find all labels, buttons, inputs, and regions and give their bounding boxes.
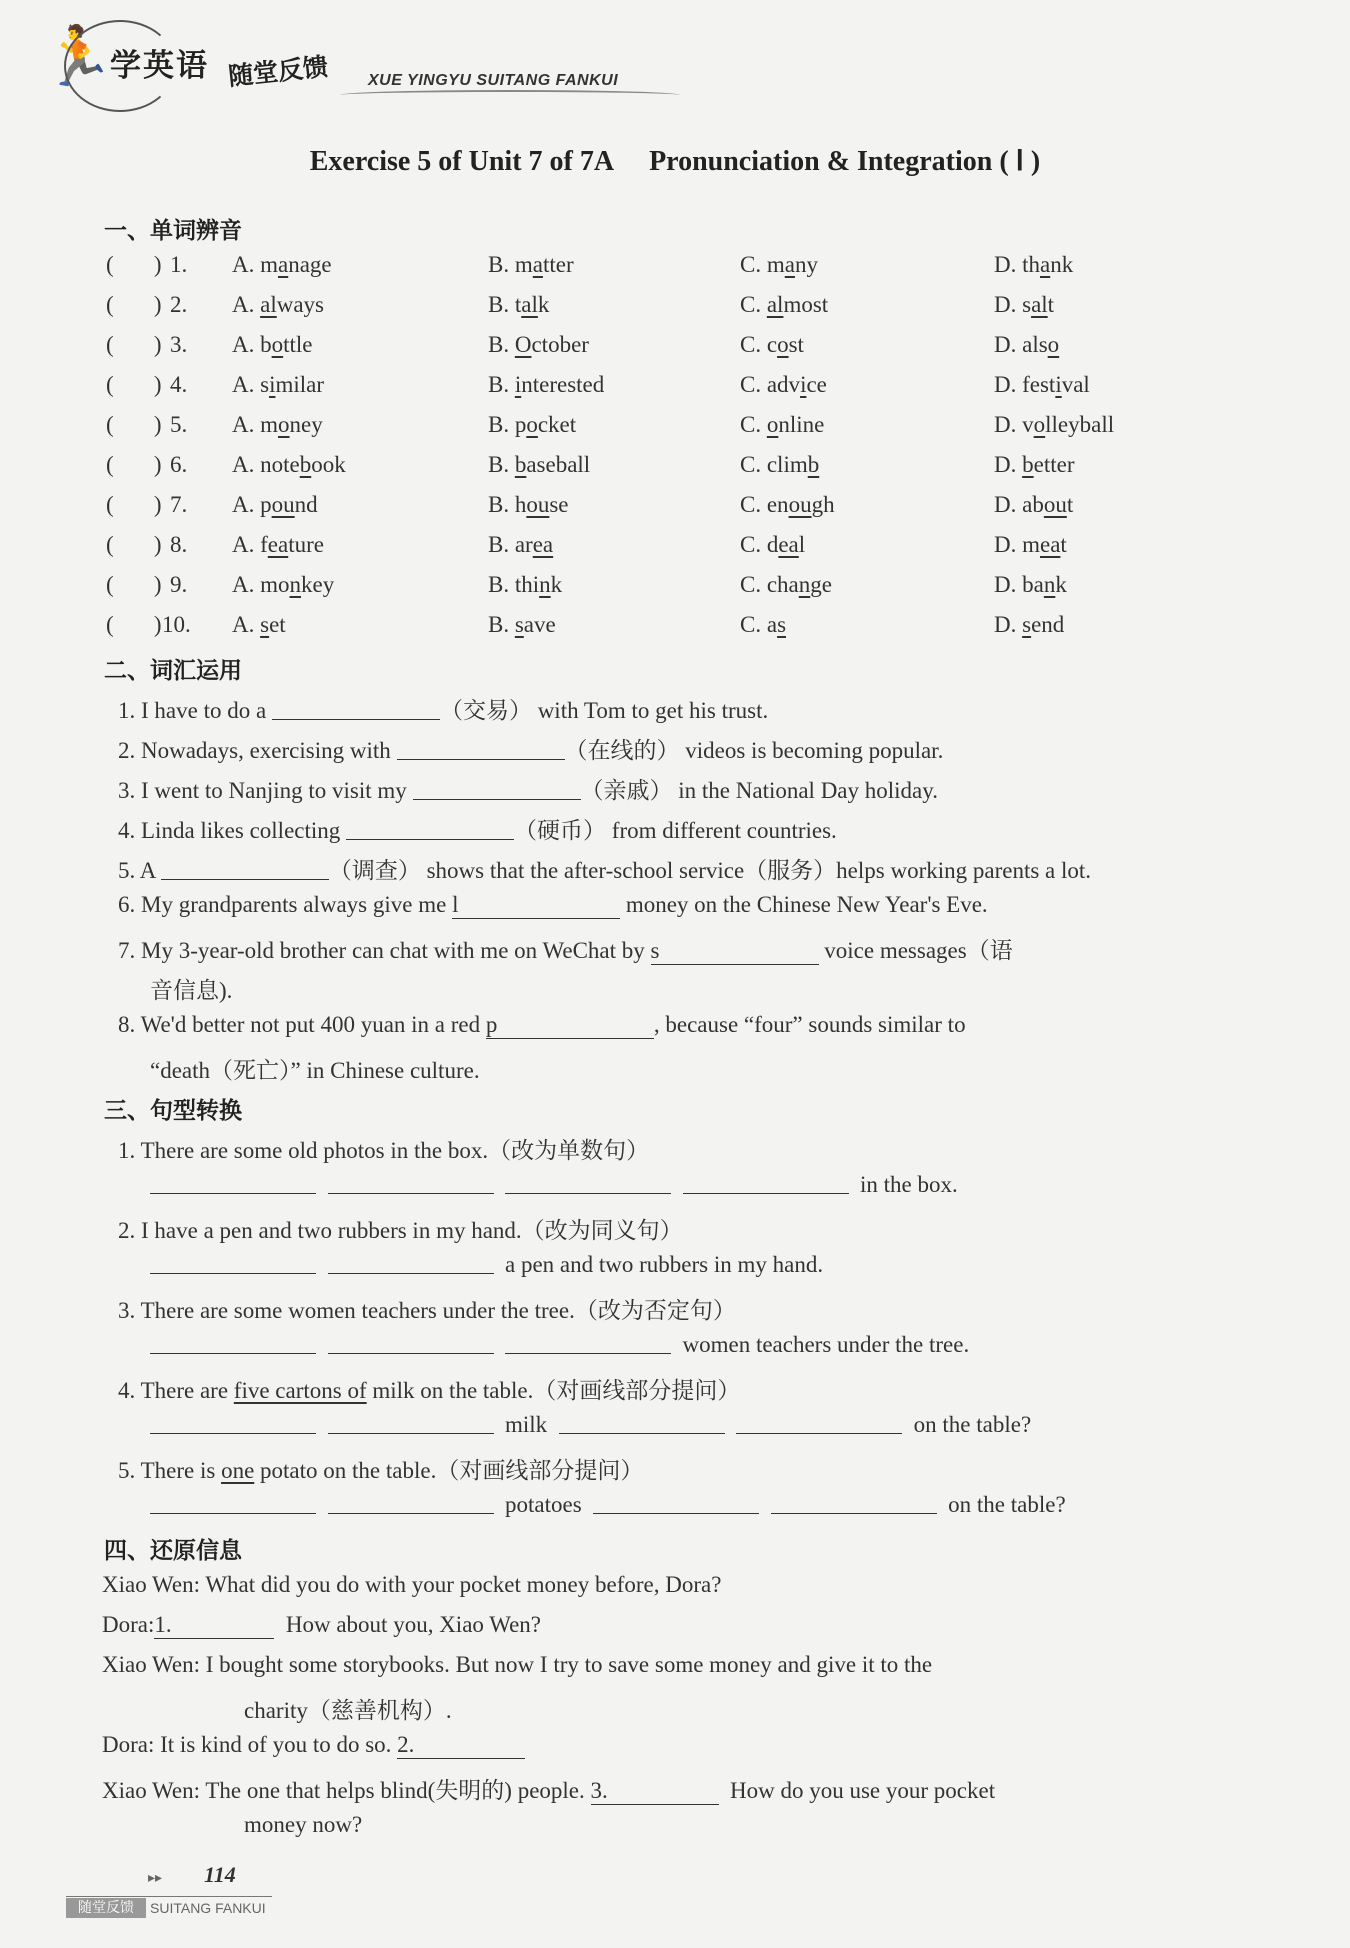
option-c: C. cost [740,332,804,357]
underlined-letters: a [784,252,795,277]
transform-question: 2. I have a pen and two rubbers in my hand.（改为同义句） [118,1218,683,1243]
answer-blank[interactable] [397,739,565,760]
underlined-letters: n [1043,572,1056,597]
underlined-letters: ea [778,532,799,557]
speaker: Xiao Wen: [102,1778,201,1803]
dialogue-line: Dora: It is kind of you to do so. 2. [102,1732,525,1759]
underlined-part: one [221,1458,255,1483]
question-number: 3. [170,332,188,357]
item-number: 5. [118,1458,141,1483]
underlined-letters: n [289,572,301,597]
answer-parentheses[interactable]: ( ) [106,412,162,437]
dialogue-line: Xiao Wen: I bought some storybooks. But now I try to save some money and give it to the [102,1652,933,1677]
answer-line [150,1332,969,1358]
section4-heading: 四、还原信息 [104,1538,242,1564]
first-letter-blank[interactable]: l [452,892,620,919]
title-right: Pronunciation & Integration ( Ⅰ ) [649,146,1041,177]
item-number: 4. [118,1378,141,1403]
item-number: 3. [118,1298,141,1323]
speaker: Xiao Wen: [102,1572,201,1597]
chinese-hint: （调查） [328,858,421,883]
option-b: B. house [488,492,569,517]
dialogue-line: Xiao Wen: The one that helps blind(失明的) people. 3. How do you use your pocket [102,1778,996,1803]
underlined-letters: i [1055,372,1062,397]
option-c: C. enough [740,492,835,517]
option-d: D. bank [994,572,1067,597]
answer-blank[interactable] [328,1413,494,1434]
arrows-icon: ▸▸ [148,1870,163,1886]
dialogue-blank[interactable]: 2. [397,1732,525,1759]
vocab-item: 8. We'd better not put 400 yuan in a red p , because “four” sounds similar to [118,1012,966,1037]
underlined-letters: i [800,372,807,397]
option-d: D. also [994,332,1060,357]
underlined-letters: a [278,252,289,277]
answer-parentheses[interactable]: ( ) [106,372,162,397]
option-d: D. send [994,612,1065,637]
underlined-letters: o [1047,332,1060,357]
option-a: A. bottle [232,332,313,357]
question-number: 5. [170,412,188,437]
answer-tail: in the box. [860,1172,958,1197]
option-d: D. better [994,452,1075,477]
dialogue-blank[interactable]: 3. [591,1778,719,1805]
page-number: 114 [204,1862,236,1887]
answer-parentheses[interactable]: ( ) [106,572,162,597]
question-number: 6. [170,452,188,477]
answer-blank[interactable] [559,1413,725,1434]
answer-blank[interactable] [593,1493,759,1514]
answer-blank[interactable] [683,1173,849,1194]
item-number: 6. [118,892,141,917]
option-d: D. salt [994,292,1055,317]
footer-tag-en: SUITANG FANKUI [150,1900,266,1916]
answer-blank[interactable] [505,1173,671,1194]
option-c: C. climb [740,452,820,477]
underlined-letters: o [271,332,284,357]
question-row [106,452,1326,484]
transform-question: 3. There are some women teachers under the tree.（改为否定句） [118,1298,736,1323]
answer-blank[interactable] [150,1413,316,1434]
underlined-letters: i [269,372,276,397]
footer-rule [66,1896,272,1897]
answer-parentheses[interactable]: ( ) [106,612,162,637]
underlined-letters: n [539,572,551,597]
answer-midword: potatoes [505,1492,582,1517]
speaker: Dora: [102,1732,155,1757]
underlined-letters: o [777,332,789,357]
answer-parentheses[interactable]: ( ) [106,532,162,557]
transform-question: 4. There are five cartons of milk on the table.（对画线部分提问） [118,1378,741,1403]
dialogue-continued: money now? [244,1812,363,1837]
underlined-letters: b [1022,452,1034,477]
underlined-letters: al [1031,292,1048,317]
option-a: A. monkey [232,572,335,597]
item-number: 1. [118,698,141,723]
option-c: C. as [740,612,787,637]
vocab-item: 5. A （调查） shows that the after-school service（服务）helps working parents a lot. [118,858,1092,883]
item-number: 2. [118,1218,141,1243]
vocab-item: 4. Linda likes collecting （硬币） from different countries. [118,818,837,843]
option-a: A. feature [232,532,324,557]
section2-heading: 二、词汇运用 [104,658,242,684]
question-number: 10. [162,612,191,637]
option-c: C. advice [740,372,827,397]
speaker: Dora: [102,1612,155,1637]
answer-parentheses[interactable]: ( ) [106,252,162,277]
underlined-letters: al [521,292,538,317]
dialogue-line: Xiao Wen: What did you do with your pocket money before, Dora? [102,1572,722,1597]
underlined-part: five cartons of [233,1378,367,1403]
question-row [106,492,1326,524]
underlined-letters: a [1040,252,1051,277]
dialogue-blank[interactable]: 1. [154,1612,274,1639]
header-swoosh [340,90,680,100]
question-row [106,372,1326,404]
answer-line [150,1492,1066,1518]
option-b: B. save [488,612,556,637]
answer-tail: women teachers under the tree. [682,1332,970,1357]
underlined-letters: O [514,332,532,357]
question-number: 1. [170,252,188,277]
underlined-letters: o [278,412,290,437]
first-letter-blank[interactable]: p [486,1012,654,1039]
transform-question: 1. There are some old photos in the box.（改为单数句） [118,1138,650,1163]
underlined-letters: ea [1040,532,1061,557]
speaker: Xiao Wen: [102,1652,201,1677]
answer-line [150,1252,823,1278]
option-a: A. notebook [232,452,346,477]
underlined-letters: ou [1043,492,1067,517]
answer-blank[interactable] [161,859,329,880]
option-d: D. meat [994,532,1067,557]
question-row [106,572,1326,604]
answer-blank[interactable] [413,779,581,800]
option-a: A. similar [232,372,324,397]
answer-parentheses[interactable]: ( ) [106,452,162,477]
item-number: 3. [118,778,141,803]
underlined-letters: s [1022,612,1032,637]
option-c: C. online [740,412,825,437]
vocab-item: 2. Nowadays, exercising with （在线的） videos is becoming popular. [118,738,944,763]
option-a: A. money [232,412,323,437]
answer-blank[interactable] [771,1493,937,1514]
underlined-letters: b [807,452,820,477]
answer-tail: a pen and two rubbers in my hand. [505,1252,824,1277]
underlined-letters: o [766,412,779,437]
dialogue-continued: charity（慈善机构）. [244,1698,452,1723]
underlined-letters: ea [532,532,554,557]
section3-heading: 三、句型转换 [104,1098,242,1124]
option-b: B. area [488,532,554,557]
underlined-letters: al [260,292,277,317]
option-c: C. change [740,572,832,597]
item-number: 5. [118,858,140,883]
page-footer [66,1860,306,1920]
answer-blank[interactable] [150,1333,316,1354]
answer-blank[interactable] [505,1333,671,1354]
option-b: B. baseball [488,452,591,477]
option-d: D. about [994,492,1074,517]
option-d: D. thank [994,252,1074,277]
runner-figure-icon: 🏃 [42,22,115,90]
question-number: 9. [170,572,188,597]
answer-parentheses[interactable]: ( ) [106,492,162,517]
answer-tail: on the table? [913,1412,1032,1437]
option-a: A. manage [232,252,332,277]
question-number: 7. [170,492,188,517]
answer-blank[interactable] [328,1333,494,1354]
question-row [106,252,1326,284]
option-b: B. matter [488,252,574,277]
footer-tag-cn: 随堂反馈 [66,1898,146,1918]
question-number: 2. [170,292,188,317]
item-number: 8. [118,1012,141,1037]
question-row [106,532,1326,564]
section1-heading: 一、单词辨音 [104,218,242,244]
option-b: B. pocket [488,412,577,437]
vocab-item: 1. I have to do a （交易） with Tom to get his trust. [118,698,769,723]
first-letter-blank[interactable]: s [651,938,819,965]
underlined-letters: a [532,252,543,277]
brand-chinese: 学英语 [110,48,209,84]
option-c: C. many [740,252,818,277]
option-a: A. set [232,612,286,637]
item-number: 1. [118,1138,141,1163]
underlined-letters: b [299,452,312,477]
option-d: D. volleyball [994,412,1115,437]
underlined-letters: ea [267,532,289,557]
vocab-item-continued: “death（死亡）” in Chinese culture. [150,1058,480,1083]
answer-midword: milk [505,1412,548,1437]
underlined-letters: ou [526,492,550,517]
answer-blank[interactable] [150,1173,316,1194]
question-number: 8. [170,532,188,557]
option-c: C. deal [740,532,806,557]
title-left: Exercise 5 of Unit 7 of 7A [309,146,615,177]
vocab-item-continued: 音信息). [150,978,233,1003]
item-number: 7. [118,938,141,963]
chinese-hint: （亲戚） [580,778,673,803]
option-d: D. festival [994,372,1090,397]
underlined-letters: s [260,612,270,637]
underlined-letters: n [798,572,811,597]
answer-blank[interactable] [736,1413,902,1434]
chinese-hint: （在线的） [564,738,680,763]
underlined-letters: o [1033,412,1046,437]
answer-parentheses[interactable]: ( ) [106,292,162,317]
vocab-item: 7. My 3-year-old brother can chat with me on WeChat by s voice messages（语 [118,938,1013,963]
option-b: B. interested [488,372,605,397]
option-a: A. always [232,292,325,317]
option-b: B. talk [488,292,550,317]
underlined-letters: s [514,612,524,637]
underlined-letters: i [514,372,522,397]
question-row [106,412,1326,444]
underlined-letters: ou [271,492,295,517]
answer-blank[interactable] [272,699,440,720]
answer-line [150,1172,958,1198]
underlined-letters: o [526,412,538,437]
item-number: 4. [118,818,141,843]
answer-blank[interactable] [346,819,514,840]
answer-parentheses[interactable]: ( ) [106,332,162,357]
underlined-letters: ou [788,492,812,517]
question-row [106,292,1326,324]
page-header [40,12,680,112]
chinese-hint: （硬币） [514,818,607,843]
transform-question: 5. There is one potato on the table.（对画线部分提问） [118,1458,644,1483]
chinese-hint: （交易） [439,698,532,723]
vocab-item: 6. My grandparents always give me l money on the Chinese New Year's Eve. [118,892,988,917]
option-a: A. pound [232,492,318,517]
underlined-letters: b [514,452,527,477]
option-b: B. October [488,332,589,357]
answer-blank[interactable] [328,1253,494,1274]
option-b: B. think [488,572,563,597]
question-number: 4. [170,372,188,397]
option-c: C. almost [740,292,829,317]
answer-line [150,1412,1031,1438]
question-row [106,612,1326,644]
item-number: 2. [118,738,141,763]
brand-pinyin: XUE YINGYU SUITANG FANKUI [368,72,619,89]
dialogue-line: Dora:1. How about you, Xiao Wen? [102,1612,542,1637]
answer-blank[interactable] [328,1173,494,1194]
answer-tail: on the table? [948,1492,1066,1517]
underlined-letters: al [766,292,784,317]
vocab-item: 3. I went to Nanjing to visit my （亲戚） in the National Day holiday. [118,778,939,803]
answer-blank[interactable] [150,1253,316,1274]
underlined-letters: s [777,612,787,637]
page-title [0,144,1350,178]
brand-chinese-sub: 随堂反馈 [226,51,330,92]
answer-blank[interactable] [328,1493,494,1514]
answer-blank[interactable] [150,1493,316,1514]
question-row [106,332,1326,364]
